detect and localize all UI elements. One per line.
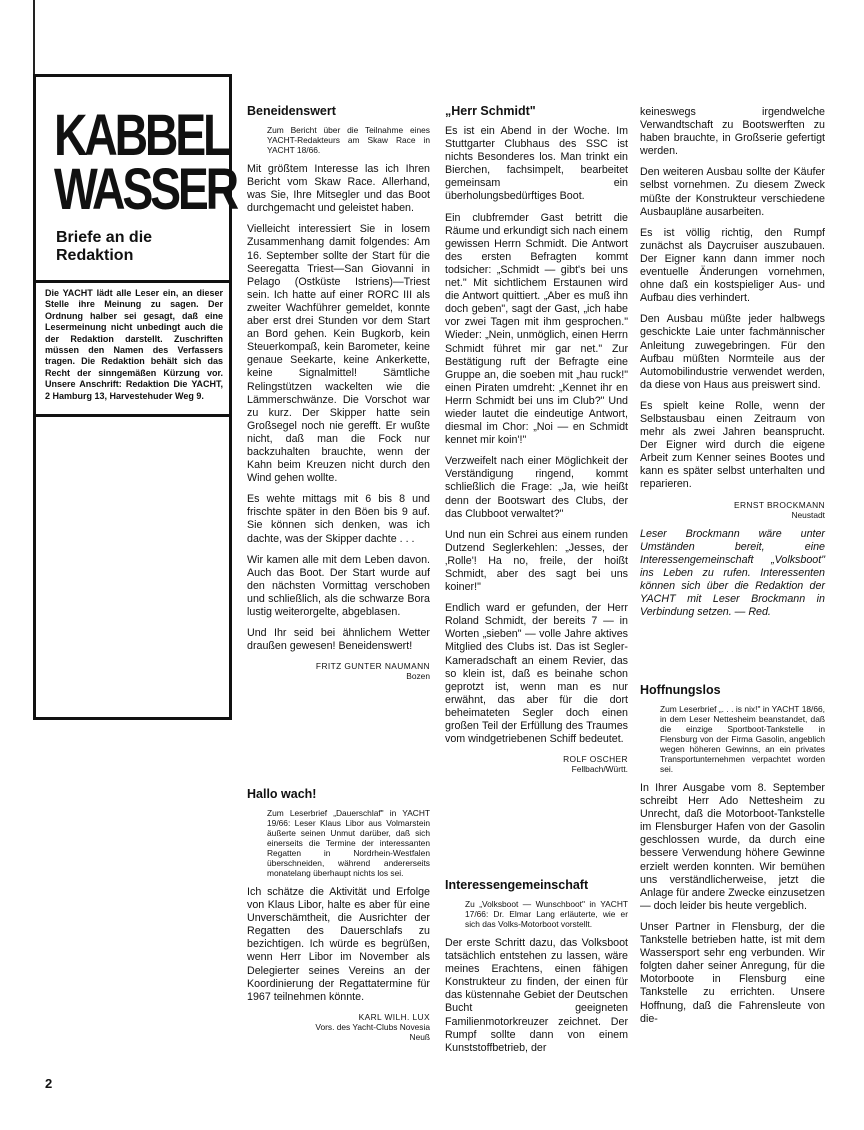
letter-place: Neuß xyxy=(409,1031,430,1042)
letter-place: Neustadt xyxy=(791,509,825,520)
letter-title: Hallo wach! xyxy=(247,787,317,801)
letter-title: Beneidenswert xyxy=(247,104,336,118)
letter-herr-schmidt xyxy=(445,104,628,774)
logo-line-2: WASSER xyxy=(54,157,236,222)
letter-lead: Zum Bericht über die Teilnahme eines YACHT-Redakteurs am Skaw Race in YACHT 18/66. xyxy=(267,125,430,155)
editorial-notice: Die YACHT lädt alle Leser ein, an dieser Stelle ihre Meinung zu sagen. Der Ordnung halber sei gesagt, daß eine Lesermeinung nicht unbedingt auch die der Redaktion darstellt. Zuschriften müssen den Namen des Verfassers tragen. Die Redaktion behält sich das Recht der sinngemäßen Kürzung vor. Unsere Anschrift: Redaktion Die YACHT, 2 Hamburg 13, Harvestehuder Weg 9. xyxy=(36,280,229,417)
letter-hallo-wach xyxy=(247,787,430,1042)
letter-paragraph: Und Ihr seid bei ähnlichem Wetter draußen gewesen! Beneidenswert! xyxy=(247,627,430,653)
top-rule xyxy=(33,0,35,74)
letter-interessengemeinschaft xyxy=(445,878,628,1063)
letter-paragraph: Und nun ein Schrei aus einem runden Dutzend Seglerkehlen: „Jesses, der ‚Rolle'! Ha no, freile, der hoißt Schmidt, aber des sagt bei uns koiner!" xyxy=(445,528,628,594)
letter-paragraph: Unser Partner in Flensburg, der die Tankstelle betrieben hatte, ist mit dem Wassersport sehr eng verbunden. Wir folgten daher seiner Anregung, für die Motorboote in Flensburg eine Tankstelle zu errichten. Unsere Hoffnung, daß die Fahrensleute von die- xyxy=(640,920,825,1025)
letter-paragraph: Es ist ein Abend in der Woche. Im Stuttgarter Clubhaus des SSC ist nichts Besonderes los. Man trinkt ein Bierchen, fachsimpelt, bearbeitet gemeinsam ein überholungsbedürftiges Boot. xyxy=(445,125,628,203)
letter-beneidenswert xyxy=(247,104,430,681)
letter-paragraph: In Ihrer Ausgabe vom 8. September schreibt Herr Ado Nettesheim zu Unrecht, daß die Motorboot-Tankstelle im Flensburger Hafen von der Gasolin geschlossen wurde, da durch eine bessere Verwendung höhere Gewinne erzielt werden konnten. Wir bemühen uns verständlicherweise, jetzt die Anlage für andere Zwecke einzusetzen — doch leider bis heute vergeblich. xyxy=(640,782,825,912)
letter-hoffnungslos xyxy=(640,683,825,1034)
letter-paragraph: Endlich ward er gefunden, der Herr Roland Schmidt, der bereits 7 — in Worten „sieben" — volle Jahre aktives Mitglied des Clubs ist. Das ist Segler-Kameradschaft an einem Revier, das so klein ist, daß es beinahe schon geprotzt ist, wenn man es nur erwähnt, das aber für die dort beheimateten Segler doch einen großen Teil der Erfüllung des Traumes vom windgetriebenen Schiff bedeutet. xyxy=(445,602,628,746)
letter-paragraph: Es spielt keine Rolle, wenn der Selbstausbau einen Zeitraum von mehr als zwei Jahren beansprucht. Der Eigner wird durch die eigene Arbeit zum Kenner seines Bootes und kann es später selbst unterhalten und reparieren. xyxy=(640,399,825,491)
letter-place: Bozen xyxy=(406,671,430,682)
letter-affiliation: Vors. des Yacht-Clubs Novesia xyxy=(315,1021,430,1032)
letter-interessengemeinschaft-continued xyxy=(640,106,825,627)
letter-title: Interessengemeinschaft xyxy=(445,878,589,892)
letter-signature: FRITZ GUNTER NAUMANN xyxy=(315,661,430,672)
letter-lead: Zum Leserbrief „. . . is nix!" in YACHT 18/66, in dem Leser Nettesheim beanstandet, daß die einzige Sportboot-Tankstelle in Flensburg von der Firma Gasolin, angeblich wegen höheren Gewinns, an ein privates Transportunternehmen verpachtet worden sei. xyxy=(660,704,825,774)
letter-paragraph: Den weiteren Ausbau sollte der Käufer selbst vornehmen. Zu diesem Zweck müßte der Konstrukteur verschiedene Ausbaupläne ausarbeiten. xyxy=(640,166,825,218)
letter-paragraph: Ein clubfremder Gast betritt die Räume und erkundigt sich nach einem gewissen Herrn Schmidt. Die Antwort des ersten Befragten kommt todsicher: „Schmidt — gibt's bei uns net." Mit sichtlichem Erstaunen wird die Antwort quittiert. „Aber es muß ihn doch geben", sagt der Gast, „ich habe vor zwei Tagen mit ihm gesprochen." Wieder: „Nein, unmöglich, einen Herrn Schmidt führet mir gar net." Zur Bestätigung ruft der Befragte eine Gruppe an, die soeben mit „hau ruck!" einen Piraten umdreht: „Kennet ihr en Herrn Schmidt bei uns im Club?" Und wieder lautet die eindeutige Antwort, diesmal im Chor: „Noi — en Schmidt kennet mir koin'!" xyxy=(445,211,628,447)
letter-paragraph: Der erste Schritt dazu, das Volksboot tatsächlich entstehen zu lassen, wäre meines Erachtens, einen fähigen Konstrukteur zu finden, der einen für das küstennahe Gebiet der Deutschen Bucht geeigneten Familienmotorkreuzer zeichnet. Der Rumpf sollte dann von einem Kunststoffbetrieb, der xyxy=(445,937,628,1054)
column-header-box xyxy=(33,74,236,720)
column-subtitle: Briefe an die Redaktion xyxy=(56,229,153,264)
letter-paragraph: Verzweifelt nach einer Möglichkeit der Verständigung ringend, kommt schließlich die Frage: „Ja, wie heißt denn der Bootswart des Clubs, der das Clubboot verwaltet?" xyxy=(445,455,628,520)
page-number: 2 xyxy=(45,1076,53,1091)
letter-paragraph: Es ist völlig richtig, den Rumpf zunächst als Daycruiser auszubauen. Der Eigner kann dann immer noch eventuelle Änderungen vornehmen, ohne daß ein kostspieliger Aus- und Aufbau dies verhindert. xyxy=(640,226,825,305)
letter-paragraph: Mit größtem Interesse las ich Ihren Bericht vom Skaw Race. Allerhand, was Sie, Ihre Mitsegler und das Boot durchgemacht und geleistet haben. xyxy=(247,163,430,215)
letter-lead: Zum Leserbrief „Dauerschlaf" in YACHT 19/66: Leser Klaus Libor aus Volmarstein äußerte seinen Unmut darüber, daß sich einerseits die Termine der interessanten Regatten in Nordrhein-Westfalen überschneiden, während andererseits monatelang überhaupt nichts los sei. xyxy=(267,808,430,878)
letter-title: „Herr Schmidt" xyxy=(445,104,536,118)
letter-paragraph: Wir kamen alle mit dem Leben davon. Auch das Boot. Der Start wurde auf den nächsten Vormittag verschoben und schließlich, als die schwarze Bora lustig weiterorgelte, abgeblasen. xyxy=(247,553,430,618)
letter-paragraph: keineswegs irgendwelche Verwandtschaft zu Bootswerften zu haben brauchte, in Großserie gefertigt werden. xyxy=(640,106,825,158)
logo-line-1: KABBEL xyxy=(54,103,229,168)
letter-paragraph: Es wehte mittags mit 6 bis 8 und frischte später in den Böen bis 9 auf. Sie können sich denken, was ich dachte, was der Skipper dachte . . . xyxy=(247,493,430,545)
kabbelwasser-logo xyxy=(54,103,236,222)
letter-paragraph: Vielleicht interessiert Sie in losem Zusammenhang damit folgendes: Am 16. September sollte der Start für die Seeregatta Triest—San Giovanni in Pelago (Ostküste Istriens)—Triest sein. Ich hatte auf einer RORC III als zweiter Wachführer gemeldet, konnte aber erst drei Stunden vor dem Start an Bord gehen. Kein Bugkorb, kein Steuerkompaß, kein Barometer, keine genaue Seekarte, keine Ankerkette, keine Signalmittel! Sämtliche Relingstützen wackelten wie die Lämmerschwänze. Die Vorschot war zu kurz. Der Skipper hatte sein Großsegel noch nie gerefft. Er wußte nicht, daß man die Fock nur backzuhalten brauchte, wenn der Kahn beim Kreuzen nicht durch den Wind gehen wollte. xyxy=(247,223,430,485)
letter-signature: ROLF OSCHER xyxy=(563,754,628,765)
letter-lead: Zu „Volksboot — Wunschboot" in YACHT 17/66: Dr. Elmar Lang erläuterte, wie er sich das Volks-Motorboot vorstellt. xyxy=(465,899,628,929)
letter-title: Hoffnungslos xyxy=(640,683,721,697)
letter-signature: KARL WILH. LUX xyxy=(358,1011,430,1022)
letter-paragraph: Den Ausbau müßte jeder halbwegs geschickte Laie unter fachmännischer Anleitung zuwegebringen. Für den Aufbau müßten Normteile aus der Automobilindustrie verwendet werden, da diese von Haus aus preiswert sind. xyxy=(640,313,825,391)
editor-note: Leser Brockmann wäre unter Umständen bereit, eine Interessengemeinschaft „Volksboot" ins Leben zu rufen. Interessenten können sich über die Redaktion der YACHT mit Leser Brockmann in Verbindung setzen. — Red. xyxy=(640,527,825,619)
letter-place: Fellbach/Württ. xyxy=(571,764,628,775)
letter-paragraph: Ich schätze die Aktivität und Erfolge von Klaus Libor, halte es aber für eine Unverschämtheit, die Ausrichter der Regatten des Dauerschlafs zu bezichtigen. Ich würde es begrüßen, wenn Herr Libor im November als Delegierter seines Vereins an der Koordinierung der Regattatermine für 1967 teilnehmen könnte. xyxy=(247,886,430,1003)
letter-signature: ERNST BROCKMANN xyxy=(733,499,825,510)
